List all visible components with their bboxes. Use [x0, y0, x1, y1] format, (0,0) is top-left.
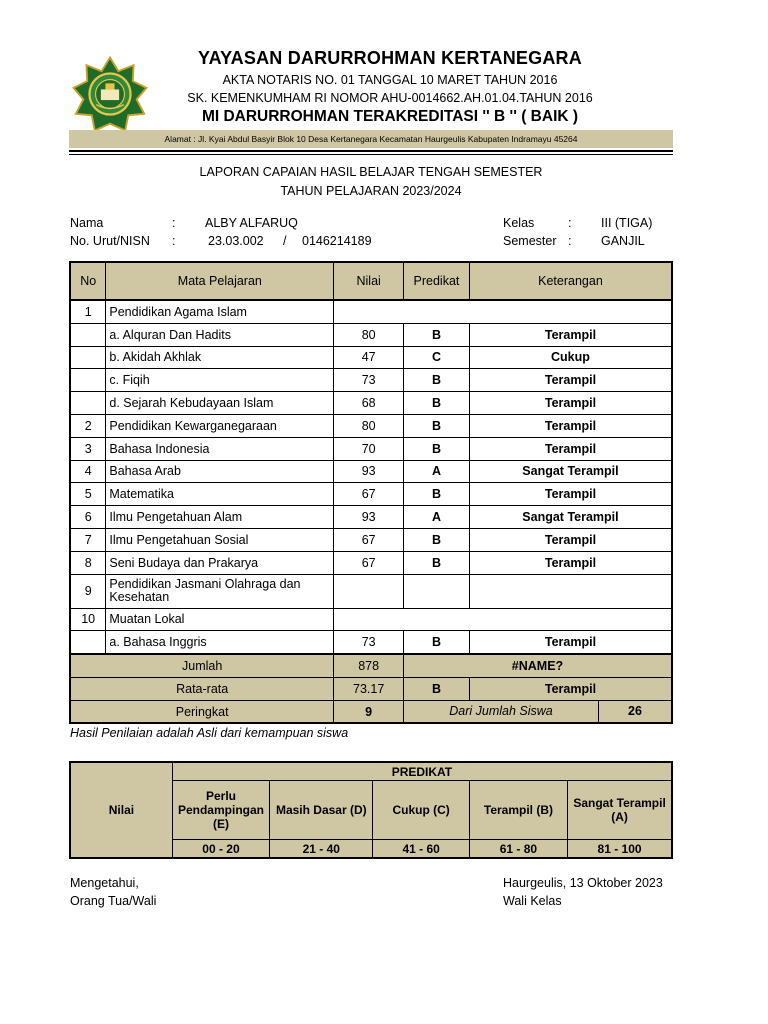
legend-predikat-label: PREDIKAT [172, 762, 672, 781]
rank-value: 9 [334, 701, 404, 724]
table-row [70, 483, 672, 506]
row-keterangan: Terampil [469, 414, 672, 437]
average-value: 73.17 [334, 678, 404, 701]
school-accreditation: MI DARURROHMAN TERAKREDITASI '' B '' ( BAIK ) [201, 108, 579, 125]
legend-nilai-label: Nilai [70, 762, 172, 858]
row-no [70, 631, 106, 654]
row-subject: Bahasa Arab [106, 460, 334, 483]
table-row [70, 608, 672, 631]
row-nilai: 47 [334, 346, 404, 369]
legend-category-a: Sangat Terampil (A) [568, 781, 672, 840]
class-separator: : [568, 216, 572, 230]
row-subject: Seni Budaya dan Prakarya [106, 551, 334, 574]
table-row [70, 369, 672, 392]
ministry-decree: SK. KEMENKUMHAM RI NOMOR AHU-0014662.AH.01.04.TAHUN 2016 [187, 91, 593, 105]
student-nisn: 0146214189 [302, 234, 372, 248]
row-keterangan: Terampil [469, 437, 672, 460]
row-keterangan [469, 574, 672, 608]
row-no: 5 [70, 483, 106, 506]
rank-text: Dari Jumlah Siswa [404, 701, 599, 722]
row-subject: Matematika [106, 483, 334, 506]
row-subject: Pendidikan Kewarganegaraan [106, 414, 334, 437]
average-predikat: B [404, 678, 470, 701]
row-keterangan: Terampil [469, 528, 672, 551]
row-predikat: A [404, 506, 470, 529]
average-label: Rata-rata [70, 678, 334, 701]
table-row [70, 392, 672, 415]
assessment-note: Hasil Penilaian adalah Asli dari kemampuan siswa [70, 726, 349, 740]
table-row [70, 528, 672, 551]
row-nilai: 80 [334, 414, 404, 437]
row-predikat: B [404, 369, 470, 392]
row-subject: Ilmu Pengetahuan Alam [106, 506, 334, 529]
row-no: 8 [70, 551, 106, 574]
table-row [70, 574, 672, 608]
row-no: 4 [70, 460, 106, 483]
row-subject: Pendidikan Agama Islam [106, 300, 334, 323]
row-nilai: 93 [334, 460, 404, 483]
row-nilai: 73 [334, 369, 404, 392]
row-no [70, 346, 106, 369]
row-nilai: 93 [334, 506, 404, 529]
row-predikat: B [404, 483, 470, 506]
row-subject: Muatan Lokal [106, 608, 334, 631]
row-keterangan: Terampil [469, 323, 672, 346]
row-no: 10 [70, 608, 106, 631]
report-year: TAHUN PELAJARAN 2023/2024 [280, 184, 462, 198]
rank-row [70, 701, 672, 724]
row-keterangan: Sangat Terampil [469, 460, 672, 483]
row-nilai: 73 [334, 631, 404, 654]
total-value: 878 [334, 654, 404, 678]
parent-label: Orang Tua/Wali [70, 894, 157, 908]
student-count: 26 [628, 704, 642, 719]
row-predikat: B [404, 437, 470, 460]
table-row [70, 631, 672, 654]
report-title: LAPORAN CAPAIAN HASIL BELAJAR TENGAH SEMESTER [199, 165, 543, 179]
table-row [70, 414, 672, 437]
header-nilai: Nilai [334, 262, 404, 300]
row-subject: a. Alquran Dan Hadits [106, 323, 334, 346]
row-predikat: B [404, 323, 470, 346]
row-subject: Bahasa Indonesia [106, 437, 334, 460]
grades-table [69, 261, 673, 724]
header-rule-thin [69, 154, 673, 155]
legend-category-c: Cukup (C) [373, 781, 469, 840]
legend-range-b: 61 - 80 [469, 840, 567, 859]
table-row [70, 506, 672, 529]
legend-range-d: 21 - 40 [270, 840, 373, 859]
average-keterangan: Terampil [469, 678, 672, 701]
place-date: Haurgeulis, 13 Oktober 2023 [503, 876, 663, 890]
row-nilai [334, 574, 404, 608]
row-no: 9 [70, 574, 106, 608]
row-keterangan: Terampil [469, 631, 672, 654]
row-keterangan: Cukup [469, 346, 672, 369]
nisn-separator: : [172, 234, 176, 248]
foundation-name: YAYASAN DARURROHMAN KERTANEGARA [198, 48, 582, 68]
row-nilai: 68 [334, 392, 404, 415]
rank-of-total [404, 701, 673, 724]
semester-label: Semester [503, 234, 557, 248]
table-header-row [70, 262, 672, 300]
student-class: III (TIGA) [601, 216, 653, 230]
row-keterangan: Terampil [469, 483, 672, 506]
legend-top-row [70, 762, 672, 781]
row-predikat: B [404, 528, 470, 551]
row-no: 1 [70, 300, 106, 323]
row-keterangan: Sangat Terampil [469, 506, 672, 529]
row-predikat: B [404, 414, 470, 437]
student-name: ALBY ALFARUQ [205, 216, 298, 230]
row-nilai: 70 [334, 437, 404, 460]
row-subject: c. Fiqih [106, 369, 334, 392]
row-empty [334, 300, 672, 323]
row-subject: b. Akidah Akhlak [106, 346, 334, 369]
legend-range-e: 00 - 20 [172, 840, 269, 859]
row-no: 6 [70, 506, 106, 529]
semester-separator: : [568, 234, 572, 248]
nisn-label: No. Urut/NISN [70, 234, 150, 248]
total-row [70, 654, 672, 678]
row-no: 3 [70, 437, 106, 460]
legend-range-a: 81 - 100 [568, 840, 672, 859]
row-no [70, 369, 106, 392]
row-predikat: A [404, 460, 470, 483]
row-no: 2 [70, 414, 106, 437]
row-nilai: 67 [334, 528, 404, 551]
name-label: Nama [70, 216, 104, 230]
average-row [70, 678, 672, 701]
row-empty [334, 608, 672, 631]
table-row [70, 346, 672, 369]
legend-category-e: Perlu Pendampingan (E) [172, 781, 269, 840]
row-subject: Ilmu Pengetahuan Sosial [106, 528, 334, 551]
star-crest-logo [72, 56, 148, 132]
address-bar: Alamat : Jl. Kyai Abdul Basyir Blok 10 Desa Kertanegara Kecamatan Haurgeulis Kabupaten Indramayu 45264 [69, 130, 673, 148]
row-predikat [404, 574, 470, 608]
row-nilai: 80 [334, 323, 404, 346]
row-predikat: B [404, 551, 470, 574]
row-no [70, 392, 106, 415]
row-nilai: 67 [334, 551, 404, 574]
header-subject: Mata Pelajaran [106, 262, 334, 300]
notary-deed: AKTA NOTARIS NO. 01 TANGGAL 10 MARET TAHUN 2016 [222, 73, 558, 87]
total-keterangan: #NAME? [404, 654, 673, 678]
table-row [70, 300, 672, 323]
row-predikat: C [404, 346, 470, 369]
table-row [70, 551, 672, 574]
header-predikat: Predikat [404, 262, 470, 300]
student-semester: GANJIL [601, 234, 645, 248]
row-subject: d. Sejarah Kebudayaan Islam [106, 392, 334, 415]
row-predikat: B [404, 631, 470, 654]
row-no: 7 [70, 528, 106, 551]
student-urut: 23.03.002 [208, 234, 264, 248]
legend-category-b: Terampil (B) [469, 781, 567, 840]
predikat-legend-table [69, 761, 673, 859]
header-no: No [70, 262, 106, 300]
rank-label: Peringkat [70, 701, 334, 724]
row-subject: Pendidikan Jasmani Olahraga dan Kesehatan [106, 574, 334, 608]
row-predikat: B [404, 392, 470, 415]
row-keterangan: Terampil [469, 369, 672, 392]
row-nilai: 67 [334, 483, 404, 506]
table-row [70, 460, 672, 483]
header-rule-thick [69, 150, 673, 152]
table-row [70, 323, 672, 346]
nisn-slash: / [283, 234, 287, 248]
table-row [70, 437, 672, 460]
row-no [70, 323, 106, 346]
row-keterangan: Terampil [469, 551, 672, 574]
row-keterangan: Terampil [469, 392, 672, 415]
acknowledged-label: Mengetahui, [70, 876, 139, 890]
row-subject: a. Bahasa Inggris [106, 631, 334, 654]
name-separator: : [172, 216, 176, 230]
total-label: Jumlah [70, 654, 334, 678]
legend-range-c: 41 - 60 [373, 840, 469, 859]
legend-category-d: Masih Dasar (D) [270, 781, 373, 840]
homeroom-teacher-label: Wali Kelas [503, 894, 562, 908]
class-label: Kelas [503, 216, 535, 230]
header-keterangan: Keterangan [469, 262, 672, 300]
